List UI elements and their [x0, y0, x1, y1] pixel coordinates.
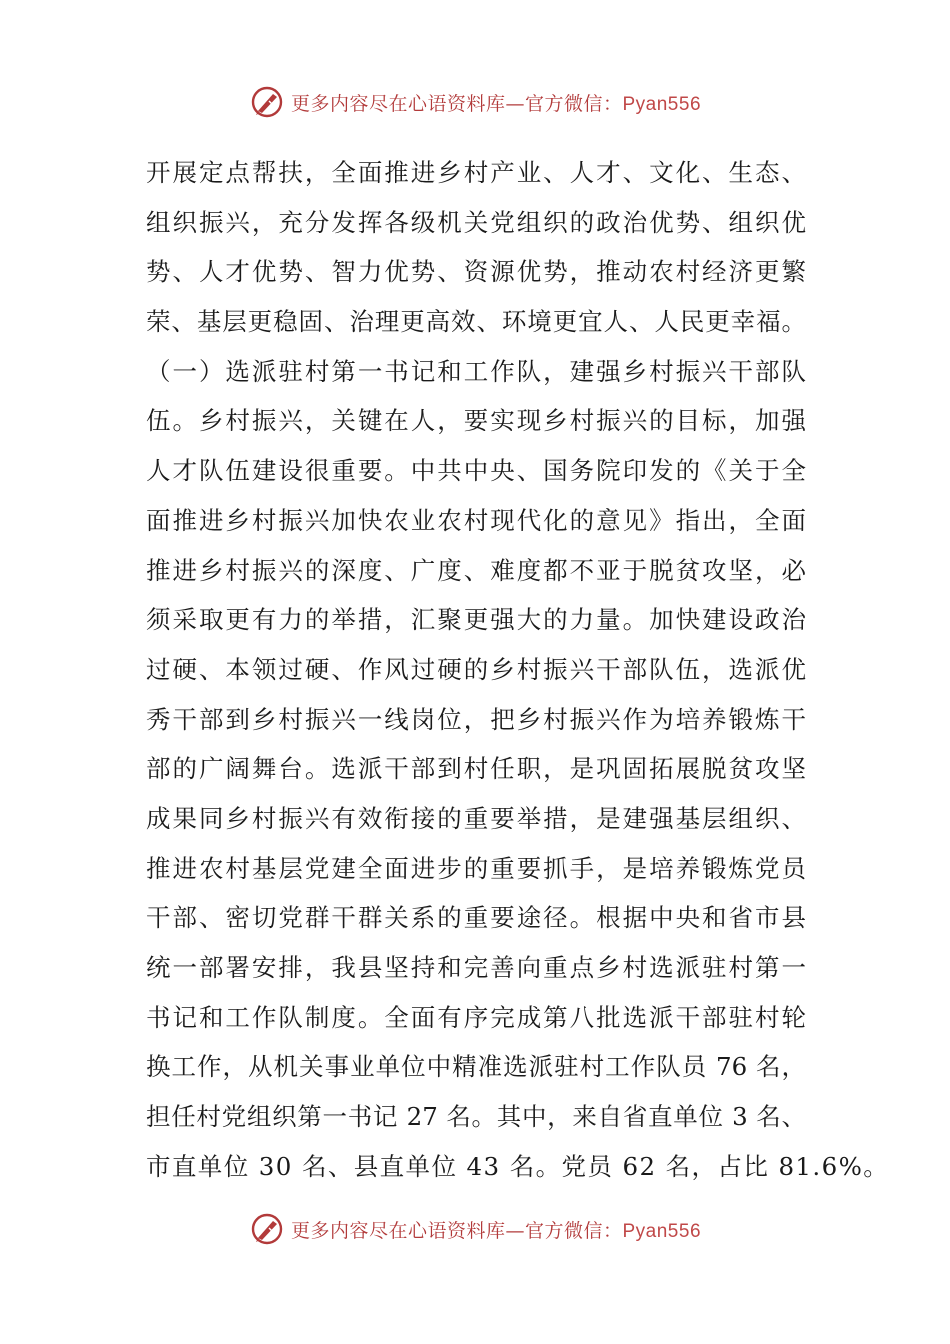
text-line: 推进农村基层党建全面进步的重要抓手，是培养锻炼党员 — [146, 853, 806, 883]
footer-banner — [0, 1207, 950, 1251]
text-line: 秀干部到乡村振兴一线岗位，把乡村振兴作为培养锻炼干 — [146, 704, 806, 734]
text-line: 书记和工作队制度。全面有序完成第八批选派干部驻村轮 — [146, 1002, 806, 1032]
text-line: 组织振兴，充分发挥各级机关党组织的政治优势、组织优 — [146, 207, 806, 237]
banner-message: 更多内容尽在心语资料库—官方微信： — [290, 92, 623, 115]
text-line: 须采取更有力的举措，汇聚更强大的力量。加快建设政治 — [146, 605, 806, 635]
text-line: 过硬、本领过硬、作风过硬的乡村振兴干部队伍，选派优 — [146, 654, 806, 684]
banner-text — [291, 1216, 701, 1243]
header-banner — [0, 80, 950, 124]
pen-nib-circle-icon — [249, 1211, 285, 1247]
text-line: 市直单位 30 名、县直单位 43 名。党员 62 名，占比 81.6%。 — [146, 1151, 890, 1181]
banner-text — [291, 89, 701, 116]
document-body — [146, 148, 890, 1191]
banner-wechat-id: Pyan556 — [622, 1220, 702, 1242]
banner-wechat-id: Pyan556 — [622, 93, 702, 115]
text-line: （一）选派驻村第一书记和工作队，建强乡村振兴干部队 — [146, 356, 806, 386]
text-line: 开展定点帮扶，全面推进乡村产业、人才、文化、生态、 — [146, 158, 806, 187]
text-line: 成果同乡村振兴有效衔接的重要举措，是建强基层组织、 — [146, 803, 806, 833]
text-line: 荣、基层更稳固、治理更高效、环境更宜人、人民更幸福。 — [146, 307, 806, 337]
banner-message: 更多内容尽在心语资料库—官方微信： — [290, 1219, 623, 1242]
text-line: 统一部署安排，我县坚持和完善向重点乡村选派驻村第一 — [146, 953, 806, 982]
text-line: 换工作，从机关事业单位中精准选派驻村工作队员 76 名， — [146, 1052, 806, 1082]
text-line: 干部、密切党群干群关系的重要途径。根据中央和省市县 — [146, 903, 806, 933]
text-line: 势、人才优势、智力优势、资源优势，推动农村经济更繁 — [146, 257, 806, 287]
text-line: 担任村党组织第一书记 27 名。其中，来自省直单位 3 名、 — [146, 1102, 806, 1132]
text-line: 伍。乡村振兴，关键在人，要实现乡村振兴的目标，加强 — [146, 406, 806, 436]
pen-nib-circle-icon — [249, 84, 285, 120]
text-line: 部的广阔舞台。选派干部到村任职，是巩固拓展脱贫攻坚 — [146, 754, 806, 784]
text-line: 推进乡村振兴的深度、广度、难度都不亚于脱贫攻坚，必 — [146, 555, 806, 585]
text-line: 面推进乡村振兴加快农业农村现代化的意见》指出，全面 — [146, 505, 806, 535]
text-line: 人才队伍建设很重要。中共中央、国务院印发的《关于全 — [146, 456, 806, 486]
